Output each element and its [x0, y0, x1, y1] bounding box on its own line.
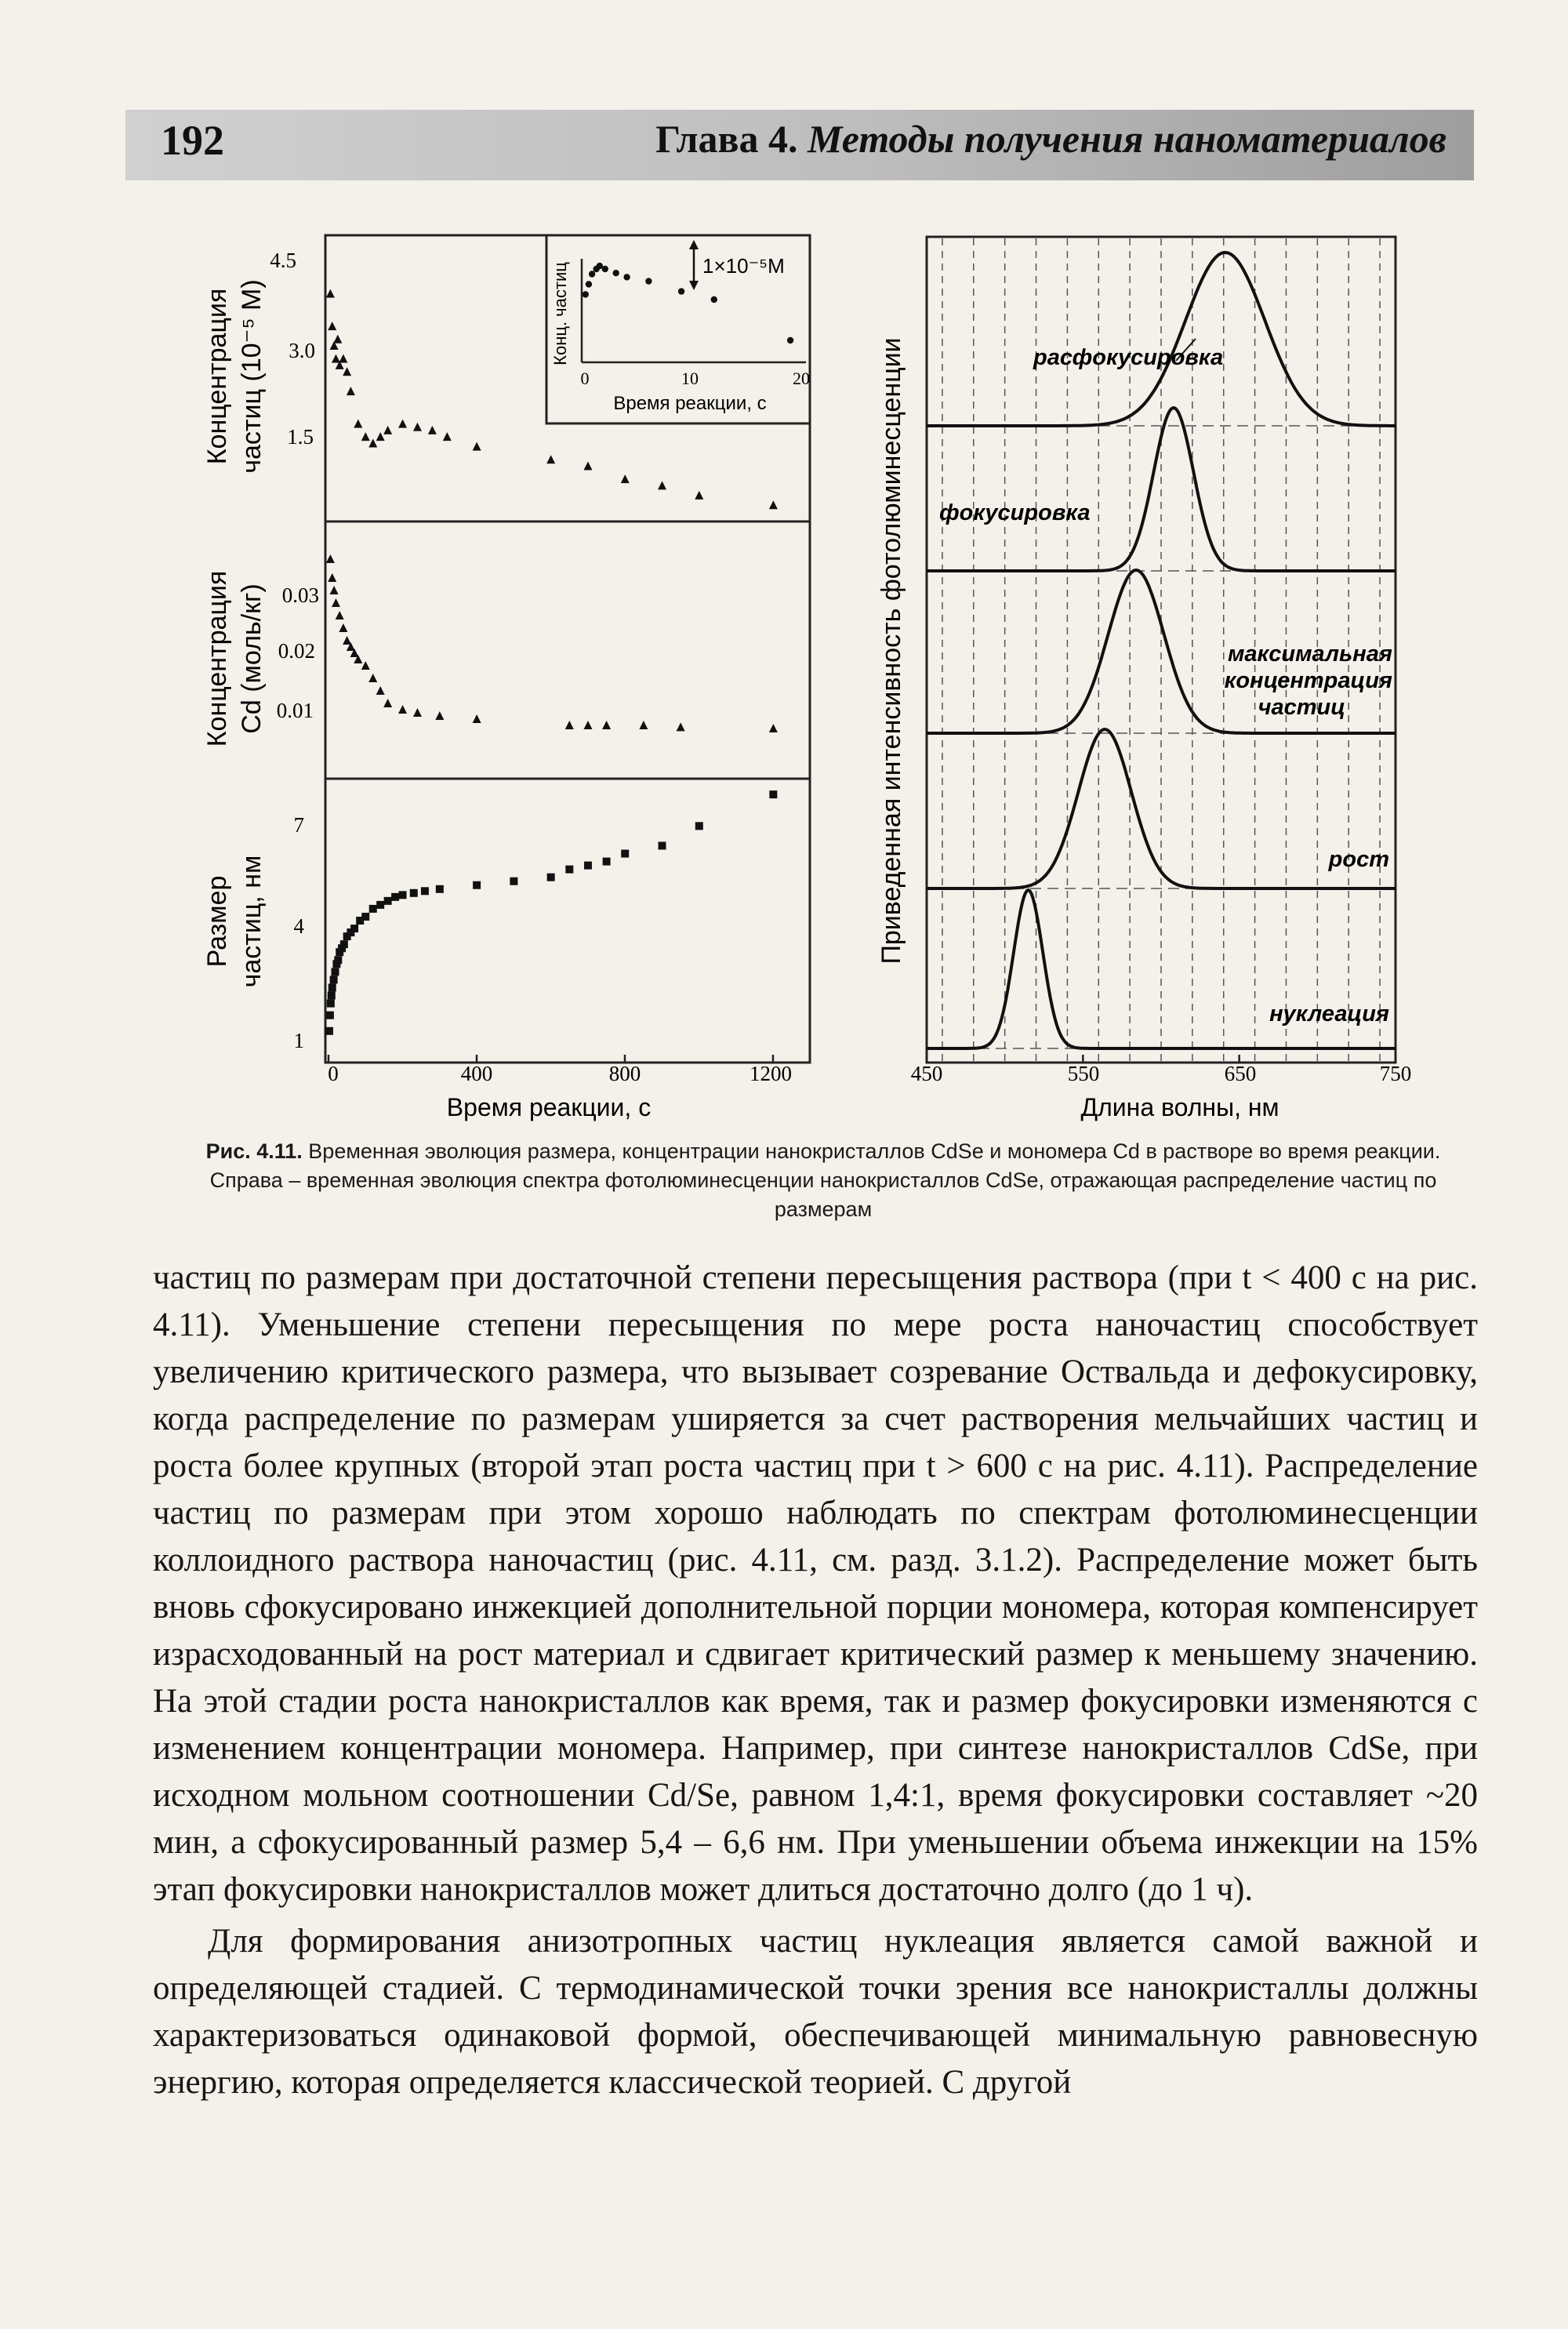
point-particle-concentration-19 [546, 455, 555, 463]
xtick-right-3: 650 [1224, 1062, 1257, 1085]
ytick-a-1: 4.5 [270, 249, 296, 272]
xtick-right-1: 450 [910, 1062, 943, 1085]
point-particle-size-3 [328, 992, 336, 1000]
point-particle-concentration-13 [383, 426, 392, 434]
ylabel-right: Приведенная интенсивность фотолюминесценции [877, 337, 906, 965]
point-particle-size-25 [473, 881, 481, 889]
point-inset-2 [589, 271, 595, 277]
point-particle-size-0 [325, 1027, 333, 1035]
point-particle-size-22 [410, 889, 418, 897]
point-particle-size-4 [328, 983, 336, 991]
point-inset-1 [586, 281, 592, 287]
label-max-concentration-3: частиц [1258, 695, 1345, 720]
ylabel-c-line2: частиц, нм [237, 855, 267, 988]
point-cd-concentration-20 [602, 721, 611, 729]
point-particle-concentration-12 [376, 432, 385, 441]
ytick-b-3: 0.01 [276, 699, 314, 722]
point-particle-concentration-22 [658, 481, 666, 489]
point-particle-concentration-14 [398, 420, 407, 428]
point-particle-size-20 [391, 893, 399, 901]
xtick-right-2: 550 [1067, 1062, 1100, 1085]
inset-xtick-1: 0 [580, 369, 590, 388]
point-particle-size-26 [510, 877, 517, 885]
point-particle-concentration-10 [361, 432, 370, 441]
point-particle-size-17 [369, 905, 377, 913]
ytick-c-1: 7 [293, 813, 304, 837]
point-cd-concentration-22 [677, 722, 685, 731]
point-particle-concentration-6 [339, 354, 347, 363]
point-inset-11 [787, 337, 793, 343]
point-inset-10 [711, 296, 717, 303]
point-cd-concentration-10 [361, 661, 370, 670]
point-particle-size-2 [327, 1000, 335, 1008]
point-cd-concentration-15 [413, 708, 422, 717]
point-cd-concentration-13 [383, 699, 392, 707]
chapter-name: Методы получения наноматериалов [808, 117, 1446, 161]
paragraph-2: Для формирования анизотропных частиц нуклеация является самой важной и определяющей стадией. С термодинамической точки зрения все нанокристаллы должны характеризоваться одинаковой формой, обеспечивающей минимальную равновесную энергию, которая определяется классической теорией. С другой [153, 1923, 1478, 2101]
point-particle-concentration-4 [333, 335, 342, 343]
point-particle-size-6 [332, 968, 339, 976]
ylabel-c-line1: Размер [202, 875, 232, 968]
point-particle-size-11 [340, 940, 348, 948]
point-cd-concentration-4 [336, 611, 344, 619]
label-max-concentration-1: максимальная [1227, 641, 1392, 667]
ylabel-a-line2: частиц (10⁻⁵ М) [237, 279, 267, 474]
point-particle-concentration-23 [695, 491, 703, 500]
inset-ylabel: Конц. частиц [550, 262, 570, 365]
point-cd-concentration-5 [339, 623, 347, 632]
point-cd-concentration-12 [376, 686, 385, 695]
figure-caption [169, 1137, 1478, 1224]
point-cd-concentration-21 [639, 721, 648, 729]
point-cd-concentration-23 [769, 724, 778, 732]
point-particle-size-19 [384, 897, 392, 905]
point-cd-concentration-14 [398, 705, 407, 714]
series-particle-size [325, 790, 777, 1035]
point-particle-concentration-8 [347, 387, 355, 395]
point-inset-9 [678, 288, 684, 294]
point-cd-concentration-19 [583, 721, 592, 729]
point-particle-size-29 [584, 862, 592, 870]
point-particle-size-33 [695, 822, 703, 830]
point-particle-size-31 [621, 850, 629, 858]
xtick-left-1: 0 [328, 1062, 339, 1085]
ytick-b-1: 0.03 [281, 583, 319, 607]
label-max-concentration-2: концентрация [1224, 668, 1392, 693]
point-particle-size-16 [361, 913, 369, 921]
point-particle-size-5 [330, 976, 338, 983]
point-particle-concentration-7 [343, 367, 351, 376]
ytick-a-2: 3.0 [289, 339, 315, 362]
point-particle-size-1 [326, 1012, 334, 1019]
ytick-c-2: 4 [293, 914, 304, 938]
point-inset-7 [623, 274, 630, 280]
body-text [153, 1255, 1478, 2106]
point-particle-size-8 [334, 956, 342, 964]
ylabel-b-line1: Концентрация [202, 570, 232, 747]
point-inset-8 [645, 278, 652, 284]
xtick-left-2: 400 [460, 1062, 493, 1085]
point-particle-concentration-24 [769, 500, 778, 509]
point-particle-concentration-16 [428, 426, 437, 434]
paragraph-1: частиц по размерам при достаточной степени пересыщения раствора (при t < 400 с на рис. 4.11). Уменьшение степени пересыщения по мере роста наночастиц способствует увеличению критического размера, что вызывает созревание Оствальда и дефокусировку, когда распределение по размерам уширяется за счет растворения мельчайших частиц и роста более крупных (второй этап роста частиц при t > 600 с на рис. 4.11). Распределение частиц по размерам при этом хорошо наблюдать по спектрам фотолюминесценции коллоидного раствора наночастиц (рис. 4.11, см. разд. 3.1.2). Распределение может быть вновь сфокусировано инжекцией дополнительной порции мономера, которая компенсирует израсходованный на рост материал и сдвигает критический размер к меньшему значению. На этой стадии роста нанокристаллов как время, так и размер фокусировки изменяются с изменением концентрации мономера. Например, при синтезе нанокристаллов CdSe, при исходном мольном соотношении Cd/Se, равном 1,4:1, время фокусировки составляет ~20 мин, а сфокусированный размер 5,4 – 6,6 нм. При уменьшении объема инжекции на 15% этап фокусировки нанокристаллов может длиться достаточно долго (до 1 ч). [153, 1259, 1478, 1908]
xlabel-left: Время реакции, с [446, 1093, 652, 1121]
point-cd-concentration-6 [343, 636, 351, 645]
page-number: 192 [161, 117, 224, 164]
point-particle-size-21 [399, 891, 407, 899]
xtick-left-4: 1200 [750, 1062, 792, 1085]
series-cd-concentration [326, 554, 778, 732]
xlabel-right: Длина волны, нм [1080, 1093, 1279, 1121]
point-particle-concentration-0 [326, 289, 335, 298]
caption-text: Временная эволюция размера, концентрации нанокристаллов CdSe и мономера Cd в растворе во время реакции. Справа – временная эволюция спектра фотолюминесценции нанокристаллов CdSe, отражающая распределение частиц по размерам [209, 1139, 1441, 1221]
ytick-c-3: 1 [293, 1029, 304, 1052]
inset-xlabel: Время реакции, с [613, 393, 767, 414]
point-particle-concentration-20 [583, 461, 592, 470]
xtick-right-4: 750 [1379, 1062, 1412, 1085]
caption-label: Рис. 4.11. [205, 1139, 303, 1163]
inset-xtick-2: 10 [681, 369, 699, 388]
label-defocusing: расфокусировка [1033, 345, 1224, 370]
label-nucleation: нуклеация [1269, 1001, 1389, 1026]
point-inset-0 [583, 291, 589, 297]
point-particle-size-23 [421, 887, 429, 895]
ytick-b-2: 0.02 [278, 639, 315, 663]
point-particle-size-18 [376, 901, 384, 909]
point-particle-size-34 [769, 790, 777, 798]
point-particle-concentration-11 [368, 438, 377, 447]
point-cd-concentration-11 [368, 674, 377, 682]
point-particle-concentration-18 [473, 442, 481, 451]
point-particle-concentration-21 [621, 474, 630, 483]
inset-scale-annotation: 1×10⁻⁵М [702, 254, 785, 278]
point-particle-concentration-9 [354, 420, 362, 428]
point-cd-concentration-18 [565, 721, 574, 729]
point-cd-concentration-17 [473, 714, 481, 723]
xtick-left-3: 800 [608, 1062, 641, 1085]
point-particle-concentration-3 [332, 354, 340, 363]
point-cd-concentration-3 [332, 598, 340, 607]
spectra-panel [877, 237, 1411, 1121]
label-focusing: фокусировка [939, 500, 1091, 525]
point-particle-size-28 [565, 866, 573, 874]
point-cd-concentration-0 [326, 554, 335, 563]
left-panels [202, 235, 810, 1121]
point-particle-size-32 [659, 841, 666, 849]
ylabel-a-line1: Концентрация [202, 288, 232, 465]
point-particle-concentration-1 [328, 322, 336, 330]
chapter-prefix: Глава 4. [655, 117, 808, 161]
ylabel-b-line2: Cd (моль/кг) [237, 583, 267, 734]
figure-4-11 [0, 0, 1568, 1137]
point-particle-size-24 [436, 885, 444, 893]
inset-xtick-3: 20 [793, 369, 810, 388]
point-cd-concentration-2 [330, 586, 339, 594]
inset-chart [546, 235, 810, 423]
point-inset-6 [613, 270, 619, 276]
point-cd-concentration-16 [435, 711, 444, 720]
point-particle-size-30 [603, 858, 611, 866]
point-cd-concentration-1 [328, 573, 336, 582]
point-inset-5 [602, 266, 608, 272]
ytick-a-3: 1.5 [287, 425, 314, 449]
point-particle-size-14 [350, 925, 358, 932]
label-growth: рост [1328, 847, 1389, 872]
point-particle-concentration-17 [443, 432, 452, 441]
point-particle-size-27 [547, 874, 555, 881]
point-particle-concentration-15 [413, 423, 422, 431]
